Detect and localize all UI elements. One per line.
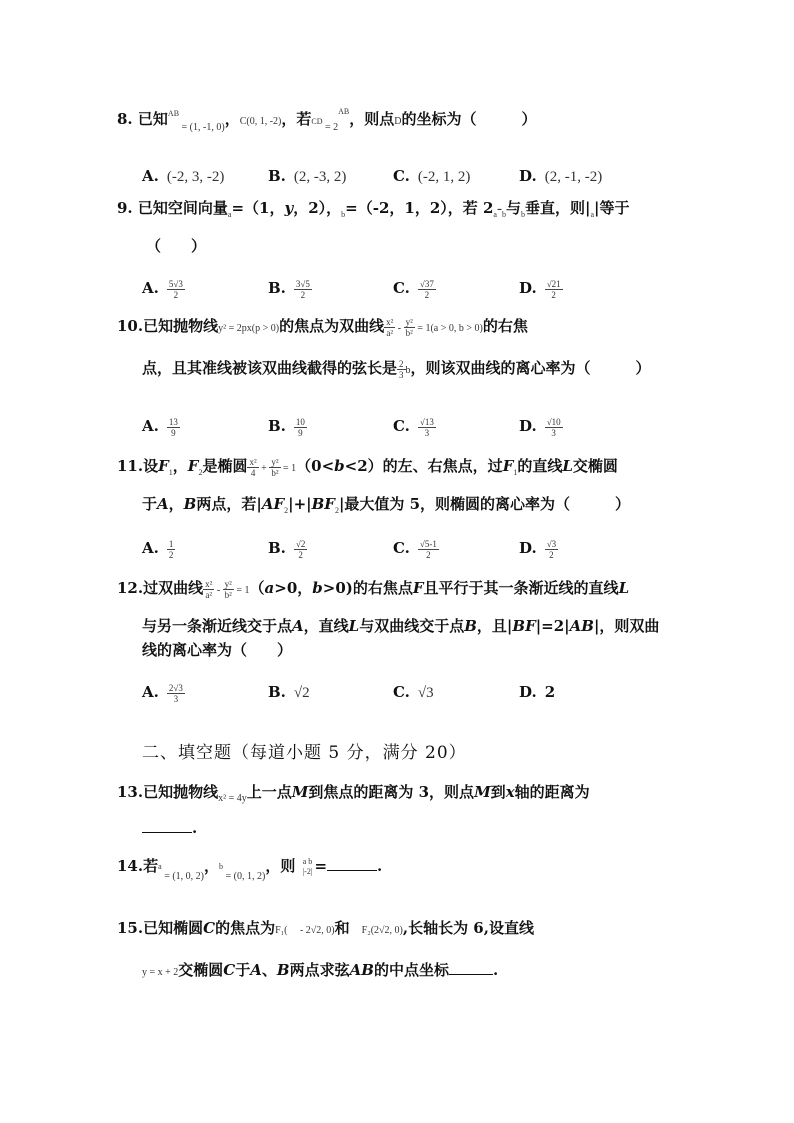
numerator: 2: [399, 358, 404, 369]
option-c: [393, 682, 434, 703]
hyperbola-x-term: [384, 317, 395, 338]
var-af: AF: [261, 495, 285, 513]
hyperbola-rest: = 1(a > 0, b > 0): [414, 323, 483, 334]
vector-ab-value: = (1, -1, 0): [179, 122, 225, 133]
option-label: B.: [268, 417, 286, 435]
q14-text: ，则: [265, 857, 296, 875]
plus-sign: +: [258, 463, 270, 474]
denominator: 2: [168, 549, 174, 560]
q12-text: 与双曲线交于点: [359, 617, 465, 635]
q15-text: 的焦点为: [215, 919, 276, 937]
q12-text: 且平行于其一条渐近线的直线: [423, 579, 619, 597]
q11-options: [0, 538, 794, 564]
numerator: x²: [249, 456, 257, 467]
subscript: 2: [284, 506, 289, 515]
period: .: [192, 819, 198, 837]
question-number: 14.: [117, 857, 144, 875]
numerator: 13: [168, 416, 178, 427]
var-m: M: [291, 783, 309, 801]
q11-text: 设: [143, 457, 159, 475]
var-bf: BF: [512, 617, 536, 635]
comma: ，: [204, 857, 220, 875]
option-text: (-2, 3, -2): [166, 169, 225, 185]
denominator: b²: [271, 467, 279, 478]
question-number: 9.: [117, 199, 133, 217]
option-c: [393, 278, 436, 300]
subscript: 1: [513, 468, 518, 477]
q11-text: 两点，若|: [196, 495, 262, 513]
option-fraction: [294, 539, 307, 560]
denominator: 2: [549, 549, 554, 560]
var-a: A: [157, 495, 169, 513]
q13-text: 轴的距离为: [514, 783, 590, 801]
var-f: F: [158, 457, 169, 475]
chord-fraction: [397, 359, 406, 380]
option-c: [393, 416, 436, 438]
subscript: 2: [334, 506, 339, 515]
option-b: [268, 682, 310, 703]
option-fraction: [167, 279, 185, 300]
q11-text: 于: [142, 495, 158, 513]
option-fraction: [167, 683, 185, 704]
denominator: a²: [386, 327, 394, 338]
var-bf: BF: [311, 495, 335, 513]
denominator: 9: [298, 427, 303, 438]
q8-stem-b: ，若: [281, 110, 312, 128]
numerator: 3√5: [295, 278, 310, 289]
denominator: 3: [173, 693, 179, 704]
option-fraction: [545, 417, 563, 438]
q13-text: 到焦点的距离为 3，则点: [308, 783, 475, 801]
q9-text: =（1，: [231, 199, 285, 217]
option-a: [142, 538, 175, 560]
question-12-cont2: [142, 640, 292, 660]
q15-text: 和: [334, 919, 350, 937]
ellipse-rest: = 1: [280, 463, 297, 474]
vector-ab: AB: [167, 109, 180, 118]
q9-text: 已知空间向量: [137, 199, 228, 217]
vector-cd: CD: [311, 117, 323, 126]
option-fraction: [167, 539, 176, 560]
denominator: 2: [424, 289, 430, 300]
option-label: B.: [268, 683, 286, 701]
option-label: C.: [393, 279, 410, 297]
option-label: A.: [142, 279, 159, 297]
numerator: y²: [271, 456, 279, 467]
abs-expression: [301, 857, 315, 877]
line-equation: y = x + 2: [142, 967, 179, 978]
var-ab: AB: [349, 961, 374, 979]
q12-options: [0, 682, 794, 708]
vector-ab-2: AB: [338, 107, 350, 116]
point-d: D: [394, 116, 402, 127]
vector-a: a: [227, 210, 232, 219]
q11-text: |+|: [288, 495, 312, 513]
parabola-equation: x² = 4y: [218, 793, 247, 804]
option-label: C.: [393, 167, 410, 185]
q12-text: |，则双曲: [593, 617, 660, 635]
answer-blank[interactable]: [327, 856, 377, 871]
numerator: √21: [546, 278, 561, 289]
var-b: b: [405, 365, 411, 376]
question-number: 13.: [117, 783, 144, 801]
option-text: √2: [293, 685, 310, 701]
var-ab: AB: [569, 617, 594, 635]
option-a: [142, 416, 180, 438]
numerator: √3: [546, 538, 557, 549]
q9-options: [0, 278, 794, 304]
q15-text: 两点求弦: [289, 961, 350, 979]
q12-text: 过双曲线: [143, 579, 204, 597]
option-d: [519, 416, 563, 438]
denominator: b²: [405, 327, 413, 338]
option-label: D.: [519, 683, 537, 701]
option-label: A.: [142, 539, 159, 557]
vector-b-value: = (0, 1, 2): [223, 871, 266, 882]
denominator: 3: [424, 427, 430, 438]
q12-text: 线的离心率为（ ）: [142, 641, 293, 659]
subscript: 2: [198, 468, 203, 477]
numerator: 10: [295, 416, 305, 427]
question-11-cont: [142, 494, 630, 521]
numerator: 2√3: [168, 682, 183, 693]
var-c: C: [203, 919, 216, 937]
denominator: 3: [551, 427, 556, 438]
option-label: B.: [268, 167, 286, 185]
answer-blank[interactable]: [142, 818, 192, 833]
var-l: L: [618, 579, 630, 597]
q15-text: 交椭圆: [178, 961, 224, 979]
option-c: [393, 166, 470, 187]
question-13-answer: [142, 818, 197, 838]
option-a: [142, 166, 224, 187]
q9-text: 垂直，则|: [525, 199, 591, 217]
ellipse-x-term: [247, 457, 258, 478]
subscript: 1: [168, 468, 173, 477]
option-fraction: [545, 539, 558, 560]
var-l: L: [562, 457, 573, 475]
option-b: [268, 538, 307, 560]
option-label: B.: [268, 539, 286, 557]
abs-top: a b: [302, 857, 313, 866]
option-label: D.: [519, 417, 537, 435]
q9-text: ，2），: [293, 199, 342, 217]
option-b: [268, 416, 307, 438]
focus-1: F₁( - 2√2, 0): [275, 925, 335, 936]
answer-blank[interactable]: [449, 960, 493, 975]
q10-text: 的右焦: [482, 317, 528, 335]
q9-text: =（-2，1，2），若 2: [345, 199, 494, 217]
question-number: 10.: [117, 317, 144, 335]
abs-bottom: |-2|: [302, 867, 313, 876]
option-b: [268, 166, 346, 187]
hyperbola-y-term: [404, 317, 415, 338]
focus-2: F₂(2√2, 0): [361, 925, 403, 936]
option-label: D.: [519, 167, 537, 185]
q15-text: 已知椭圆: [143, 919, 204, 937]
parabola-equation: y² = 2px(p > 0): [218, 323, 280, 334]
q11-text: 是椭圆: [202, 457, 248, 475]
q8-options: [0, 166, 794, 192]
var-b: b: [334, 457, 345, 475]
question-10: [117, 316, 528, 339]
minus-sign: -: [395, 323, 404, 334]
question-10-cont: [142, 358, 651, 381]
q8-sep: ，: [224, 110, 240, 128]
question-13: [117, 782, 590, 809]
comma: ，: [168, 495, 184, 513]
option-fraction: [167, 417, 180, 438]
q11-text: |最大值为 5，则椭圆的离心率为（ ）: [338, 495, 631, 513]
option-a: [142, 278, 185, 300]
option-label: A.: [142, 167, 159, 185]
q11-text: （0<: [296, 457, 335, 475]
q12-text: （: [249, 579, 265, 597]
question-9: [117, 198, 630, 225]
hyperbola-y-term: [223, 579, 234, 600]
question-number: 11.: [117, 457, 144, 475]
q10-text: 的焦点为双曲线: [279, 317, 385, 335]
q13-text: 已知抛物线: [143, 783, 219, 801]
denominator: 2: [426, 549, 431, 560]
var-l: L: [348, 617, 360, 635]
numerator: 1: [168, 538, 174, 549]
q13-text: 到: [490, 783, 506, 801]
section-title: 二、填空题（每道小题 5 分，满分 20）: [142, 743, 467, 763]
comma: ，: [172, 457, 188, 475]
numerator: x²: [205, 578, 213, 589]
q10-text: 点，且其准线被该双曲线截得的弦长是: [142, 359, 398, 377]
numerator: √37: [419, 278, 434, 289]
q12-text: ，直线: [303, 617, 349, 635]
option-text: (2, -1, -2): [544, 169, 603, 185]
denominator: 3: [399, 369, 404, 380]
denominator: 2: [298, 549, 303, 560]
vector-a: a: [590, 210, 595, 219]
option-c: [393, 538, 439, 560]
option-label: C.: [393, 683, 410, 701]
q12-text: >0，: [274, 579, 313, 597]
option-fraction: [294, 279, 312, 300]
q15-text: 于: [235, 961, 251, 979]
q11-text: 交椭圆: [572, 457, 618, 475]
option-label: A.: [142, 417, 159, 435]
question-8: [117, 102, 537, 138]
numerator: x²: [386, 316, 394, 327]
numerator: √10: [546, 416, 561, 427]
denominator: a²: [205, 589, 213, 600]
var-x: x: [505, 783, 515, 801]
option-a: [142, 682, 185, 704]
q8-stem-c: ，则点: [349, 110, 395, 128]
q13-text: 上一点: [246, 783, 292, 801]
ellipse-y-term: [269, 457, 280, 478]
option-label: D.: [519, 539, 537, 557]
numerator: y²: [405, 316, 413, 327]
vector-b: b: [521, 210, 525, 219]
vector-a: a: [158, 862, 162, 871]
question-12: [117, 578, 629, 601]
hyperbola-rest: = 1: [233, 585, 250, 596]
minus-sign: -: [214, 585, 223, 596]
var-c: C: [223, 961, 236, 979]
denominator: 2: [551, 289, 556, 300]
q12-text: 与另一条渐近线交于点: [142, 617, 293, 635]
denominator: b²: [224, 589, 232, 600]
question-number: 12.: [117, 579, 144, 597]
option-fraction: [545, 279, 563, 300]
q15-text: ,长轴长为 6,设直线: [402, 919, 534, 937]
option-fraction: [294, 417, 307, 438]
question-14: [117, 856, 382, 887]
question-11: [117, 456, 618, 483]
var-a: A: [250, 961, 262, 979]
var-m: M: [474, 783, 491, 801]
denominator: 2: [300, 289, 306, 300]
point-c: C(0, 1, -2): [239, 116, 282, 127]
option-fraction: [418, 539, 439, 560]
q14-text: 若: [143, 857, 159, 875]
question-9-cont: [146, 236, 206, 256]
var-b: B: [464, 617, 477, 635]
vector-a-value: = (1, 0, 2): [161, 871, 204, 882]
var-a: a: [264, 579, 275, 597]
question-12-cont: [142, 616, 659, 636]
q8-stem: 已知: [137, 110, 168, 128]
q15-text: 的中点坐标: [373, 961, 449, 979]
hyperbola-x-term: [203, 579, 214, 600]
var-f: F: [187, 457, 199, 475]
q9-paren: （ ）: [146, 237, 207, 255]
option-d: [519, 538, 558, 560]
option-b: [268, 278, 312, 300]
question-number: 8.: [117, 110, 133, 128]
var-b: B: [276, 961, 290, 979]
q11-text: 的直线: [517, 457, 563, 475]
numerator: √13: [419, 416, 434, 427]
var-a: A: [292, 617, 304, 635]
var-b: B: [183, 495, 197, 513]
period: .: [492, 961, 499, 979]
option-text: √3: [417, 685, 434, 701]
option-label: C.: [393, 417, 410, 435]
denominator: 2: [173, 289, 179, 300]
question-number: 15.: [117, 919, 144, 937]
option-text: (-2, 1, 2): [417, 169, 471, 185]
minus-sign: -: [496, 201, 502, 217]
var-f: F: [502, 457, 514, 475]
q10-text: 已知抛物线: [143, 317, 219, 335]
option-text: 2: [544, 683, 556, 701]
option-fraction: [418, 417, 436, 438]
var-y: y: [284, 199, 294, 217]
option-d: [519, 682, 555, 702]
q15-text: 、: [261, 961, 277, 979]
var-b: b: [312, 579, 323, 597]
equals: =: [314, 857, 328, 875]
denominator: 4: [250, 467, 256, 478]
vector-b: b: [341, 210, 346, 219]
q11-text: <2）的左、右焦点，过: [344, 457, 503, 475]
numerator: 5√3: [168, 278, 183, 289]
option-text: (2, -3, 2): [293, 169, 347, 185]
q12-text: >0)的右焦点: [322, 579, 413, 597]
numerator: √5-1: [419, 538, 437, 549]
q10-text: ，则该双曲线的离心率为（ ）: [410, 359, 651, 377]
vector-b: b: [501, 210, 506, 219]
option-label: D.: [519, 279, 537, 297]
vector-b: b: [219, 862, 224, 871]
denominator: 9: [171, 427, 176, 438]
period: .: [377, 857, 383, 875]
numerator: √2: [295, 538, 306, 549]
var-f: F: [412, 579, 424, 597]
option-d: [519, 166, 602, 187]
q12-text: |=2|: [535, 617, 570, 635]
q10-options: [0, 416, 794, 442]
option-fraction: [418, 279, 436, 300]
q9-text: 与: [505, 199, 521, 217]
option-label: A.: [142, 683, 159, 701]
question-15: [117, 918, 534, 941]
question-15-cont: [142, 960, 498, 983]
vector-a: a: [493, 210, 497, 219]
option-d: [519, 278, 563, 300]
q9-text: |等于: [594, 199, 630, 217]
q12-text: ，且|: [476, 617, 513, 635]
vector-cd-eq: = 2: [322, 122, 339, 133]
option-label: B.: [268, 279, 286, 297]
option-label: C.: [393, 539, 410, 557]
numerator: y²: [224, 578, 232, 589]
q8-stem-d: 的坐标为（ ）: [401, 110, 537, 128]
